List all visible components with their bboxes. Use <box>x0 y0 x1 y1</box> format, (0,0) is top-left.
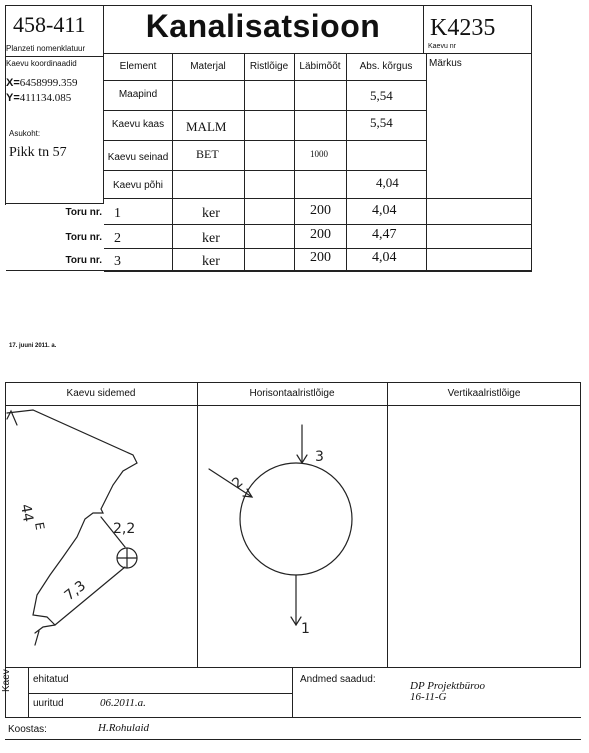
col-header-material: Materjal <box>190 61 226 72</box>
row-line <box>104 271 532 272</box>
pipe-height: 4,04 <box>372 203 397 218</box>
element-label: Kaevu seinad <box>107 152 169 163</box>
horizontal-sketch <box>197 405 387 668</box>
footer-row-line <box>28 693 292 694</box>
sketch-lower-corner <box>35 625 55 645</box>
pipe-label: Toru nr. <box>65 207 102 218</box>
compiled-value: H.Rohulaid <box>98 722 150 734</box>
table-row <box>104 140 426 170</box>
compiled-label: Koostas: <box>8 724 47 735</box>
date-note: 17. juuni 2011. a. <box>9 343 57 349</box>
section-title-connections: Kaevu sidemed <box>66 388 136 399</box>
x-coordinate <box>6 77 78 89</box>
material-value: BET <box>196 147 219 161</box>
data-from-line1: DP Projektbüroo <box>410 680 486 692</box>
pipe-diameter: 200 <box>310 227 331 242</box>
connections-sketch <box>5 405 197 668</box>
location-label: Asukoht: <box>9 129 41 138</box>
pipe-diameter: 200 <box>310 203 331 218</box>
y-coordinate <box>6 92 71 104</box>
built-label: ehitatud <box>33 674 69 685</box>
nomenclature-value: 458-411 <box>13 12 86 37</box>
pipe-height: 4,47 <box>372 227 397 242</box>
pipe-label-area-mask <box>4 205 6 272</box>
kaev-label: Kaev <box>1 669 12 692</box>
diameter-value: 1000 <box>310 149 328 159</box>
data-from-line2: 16-11-G <box>410 691 447 703</box>
element-label: Kaevu põhi <box>112 180 164 191</box>
pipe-row <box>5 198 532 224</box>
pipe-row <box>5 248 532 271</box>
location-value: Pikk tn 57 <box>9 145 67 160</box>
y-label: Y= <box>6 92 20 104</box>
height-value: 4,04 <box>376 175 399 190</box>
section-title-horizontal: Horisontaalristlõige <box>249 388 335 399</box>
element-label: Maapind <box>118 89 158 100</box>
well-number-label: Kaevu nr <box>428 43 457 50</box>
pipe-number: 2 <box>114 231 121 246</box>
x-label: X= <box>6 77 20 89</box>
x-value: 6458999.359 <box>19 77 78 89</box>
col-header-cross: Ristlõige <box>249 61 289 72</box>
pipe-label: Toru nr. <box>65 232 102 243</box>
pipe-material: ker <box>202 254 220 269</box>
well-circle <box>240 463 352 575</box>
section-divider <box>387 382 388 668</box>
pipe-3-label: 3 <box>315 449 324 465</box>
nomenclature-box <box>5 5 104 57</box>
y-value: 411134.085 <box>19 92 72 104</box>
sketch-label-73: 7,3 <box>61 577 90 605</box>
pipe-label: Toru nr. <box>65 255 102 266</box>
pipe-row <box>5 224 532 248</box>
pipe-material: ker <box>202 206 220 221</box>
height-value: 5,54 <box>370 115 393 130</box>
element-label: Kaevu kaas <box>111 119 165 130</box>
pipe-number: 3 <box>114 254 121 269</box>
nomenclature-label: Planzeti nomenklatuur <box>6 44 86 53</box>
coordinates-label: Kaevu koordinaadid <box>6 59 77 68</box>
well-number-box <box>423 5 532 53</box>
pipe-diameter: 200 <box>310 250 331 265</box>
compiled-underline <box>5 739 581 740</box>
data-from-label: Andmed saadud: <box>300 674 376 685</box>
height-value: 5,54 <box>370 88 393 103</box>
col-header-element: Element <box>119 61 157 72</box>
page-title: Kanalisatsioon <box>145 8 381 44</box>
sketch-label-22: 2,2 <box>113 521 136 537</box>
pipe-2-label: 2 <box>229 474 247 493</box>
surveyed-value: 06.2011.a. <box>100 697 146 709</box>
col-header-height: Abs. kõrgus <box>359 61 413 72</box>
pipe-height: 4,04 <box>372 250 397 265</box>
coordinates-panel <box>5 57 104 204</box>
material-value: MALM <box>186 119 227 134</box>
pipe-material: ker <box>202 231 220 246</box>
section-title-vertical: Vertikaalristlõige <box>447 388 521 399</box>
footer-divider <box>292 668 293 718</box>
well-number-value: K4235 <box>430 15 496 41</box>
table-top-border <box>104 53 532 54</box>
pipe-1-label: 1 <box>301 621 310 637</box>
table-row <box>104 110 426 140</box>
surveyed-label: uuritud <box>33 698 64 709</box>
table-row <box>104 170 426 198</box>
col-header-remarks: Märkus <box>429 58 462 69</box>
col-header-diameter: Läbimõõt <box>299 61 341 72</box>
pipe-2-line <box>209 469 252 497</box>
pipe-number: 1 <box>114 206 121 221</box>
table-row <box>104 80 426 110</box>
sketch-label-44: 44 <box>17 502 36 524</box>
sketch-label-e: E <box>32 521 48 531</box>
